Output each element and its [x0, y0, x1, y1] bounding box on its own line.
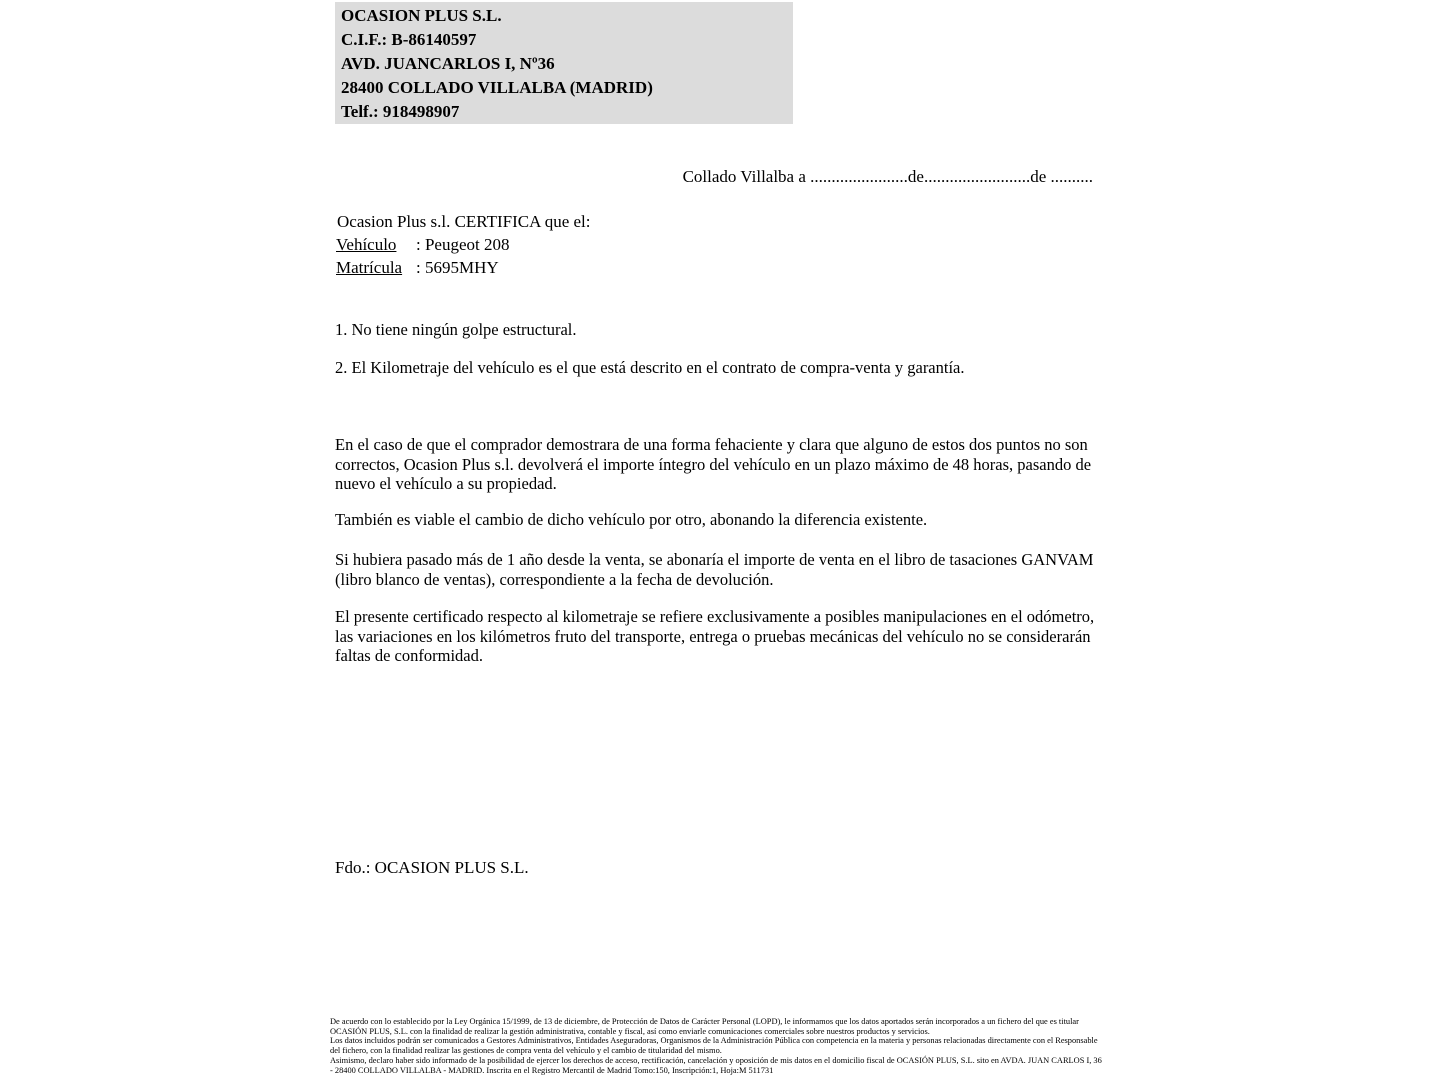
company-city: 28400 COLLADO VILLALBA (MADRID)	[341, 78, 653, 97]
point-2: 2. El Kilometraje del vehículo es el que está descrito en el contrato de compra-venta y garantía.	[335, 358, 965, 377]
company-phone: Telf.: 918498907	[341, 102, 460, 121]
certify-intro: Ocasion Plus s.l. CERTIFICA que el:	[337, 212, 591, 231]
legal-footer	[330, 1017, 1102, 1075]
paragraph-exchange: También es viable el cambio de dicho vehículo por otro, abonando la diferencia existente.	[335, 510, 928, 529]
paragraph-ganvam: Si hubiera pasado más de 1 año desde la venta, se abonaría el importe de venta en el libro de tasaciones GANVAM (libro blanco de ventas), correspondiente a la fecha de devolución.	[335, 550, 1094, 589]
legal-footer-paragraph: Los datos incluidos podrán ser comunicados a Gestores Administrativos, Entidades Aseguradoras, Organismos de la Administración Pública con competencia en la materia y personas relacionadas directamente con el Responsable del fichero, con la finalidad realizar las gestiones de compra venta del vehículo y el cambio de titularidad del mismo.	[330, 1036, 1098, 1056]
vehicle-line	[336, 235, 510, 255]
paragraph-odometer: El presente certificado respecto al kilometraje se refiere exclusivamente a posibles manipulaciones en el odómetro, las variaciones en los kilómetros fruto del transporte, entrega o pruebas mecánicas del vehículo no se considerarán faltas de conformidad.	[335, 607, 1095, 665]
company-header-block	[335, 2, 793, 124]
point-1: 1. No tiene ningún golpe estructural.	[335, 320, 577, 339]
legal-footer-paragraph: Asimismo, declaro haber sido informado de la posibilidad de ejercer los derechos de acceso, rectificación, cancelación y oposición de mis datos en el domicilio fiscal de OCASIÓN PLUS, S.L. sito en AVDA. JUAN CARLOS I, 36 - 28400 COLLADO VILLALBA - MADRID. Inscrita en el Registro Mercantil de Madrid Tomo:150, Inscripción:1, Hoja:M 511731	[330, 1055, 1102, 1075]
plate-line	[336, 258, 499, 278]
company-address: AVD. JUANCARLOS I, Nº36	[341, 54, 555, 73]
plate-label: Matrícula	[336, 258, 403, 277]
paragraph-refund: En el caso de que el comprador demostrara de una forma fehaciente y clara que alguno de estos dos puntos no son correctos, Ocasion Plus s.l. devolverá el importe íntegro del vehículo en un plazo máximo de 48 horas, pasando de nuevo el vehículo a su propiedad.	[335, 435, 1092, 493]
signature-line: Fdo.: OCASION PLUS S.L.	[335, 858, 529, 877]
company-name: OCASION PLUS S.L.	[341, 6, 502, 25]
company-cif: C.I.F.: B-86140597	[341, 30, 477, 49]
plate-value: : 5695MHY	[416, 258, 499, 277]
legal-footer-paragraph: De acuerdo con lo establecido por la Ley Orgánica 15/1999, de 13 de diciembre, de Protección de Datos de Carácter Personal (LOPD), le informamos que los datos aportados serán incorporados a un fichero del que es titular OCASIÓN PLUS, S.L. con la finalidad de realizar la gestión administrativa, contable y fiscal, así como enviarle comunicaciones comerciales sobre nuestros productos y servicios.	[330, 1017, 1079, 1036]
vehicle-label: Vehículo	[336, 235, 397, 254]
date-line: Collado Villalba a .......................de.........................de ..........	[682, 167, 1093, 186]
vehicle-value: : Peugeot 208	[416, 235, 510, 254]
